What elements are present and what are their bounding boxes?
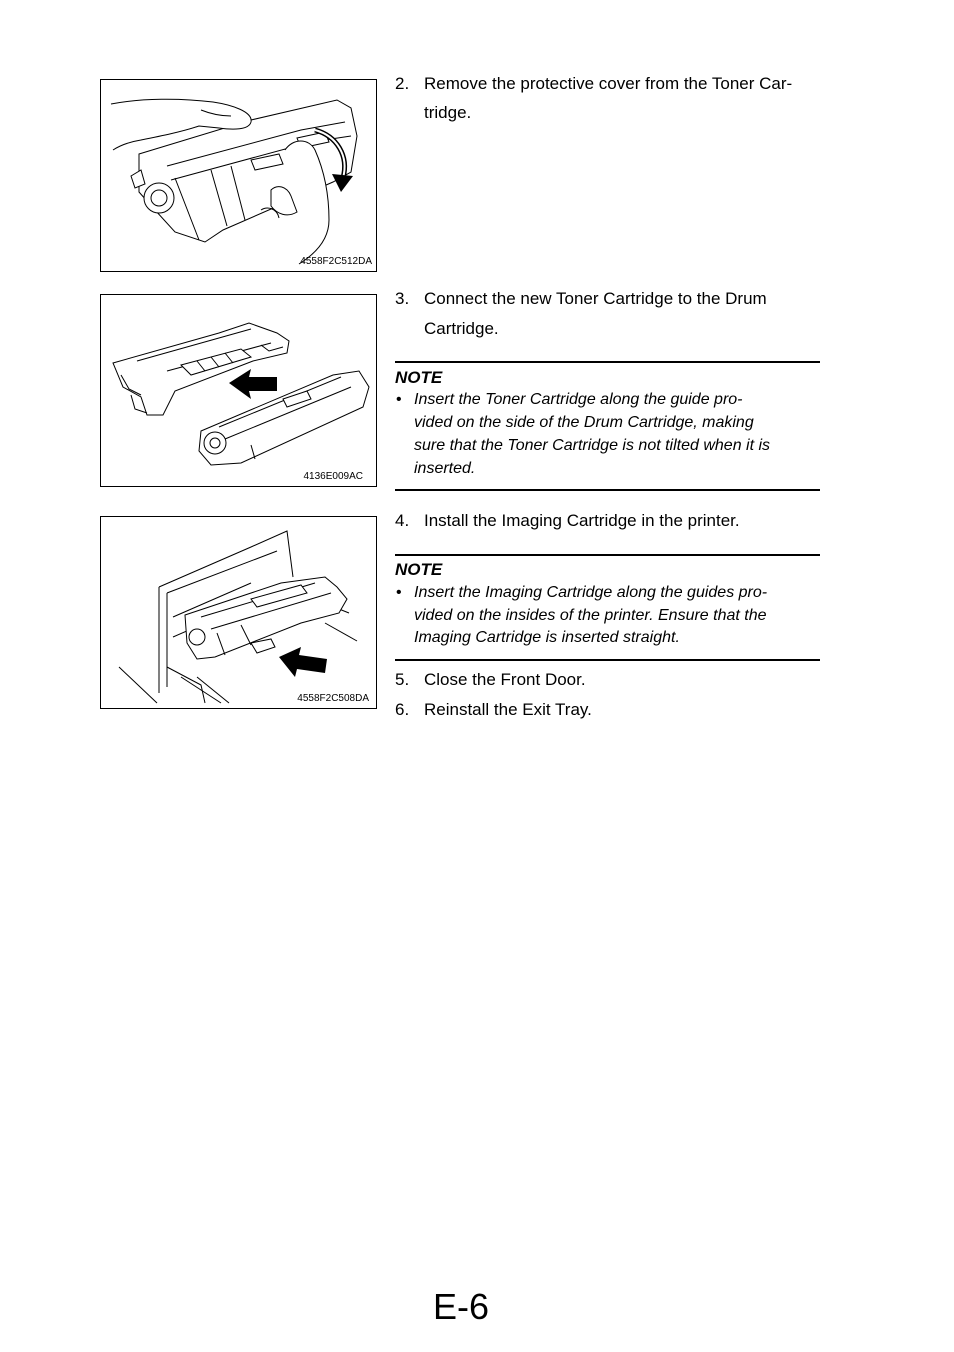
figure-connect-toner-to-drum [100,294,377,487]
note-bottom-rule [395,659,820,661]
step-text-line: Cartridge. [424,319,499,338]
toner-cartridge-drawing [199,371,369,465]
install-cartridge-illustration [101,517,376,708]
drum-cartridge-drawing [113,323,289,415]
note-top-rule [395,361,820,363]
note-text-line: inserted. [414,460,476,477]
note-bottom-rule [395,489,820,491]
step-text-line: Remove the protective cover from the Toner Car- [424,74,793,93]
figure-caption: 4558F2C508DA [297,693,369,704]
step-text-line: tridge. [424,103,472,122]
step-text-line: Close the Front Door. [424,670,586,689]
step-number: 6. [395,700,410,719]
step-number: 3. [395,289,410,308]
note-text-line: sure that the Toner Cartridge is not tilted when it is [414,437,771,454]
figure-caption: 4136E009AC [303,471,363,482]
figure-remove-protective-cover [100,79,377,272]
note-text-line: vided on the insides of the printer. Ensure that the [414,607,767,624]
note-text-line: Insert the Toner Cartridge along the guide pro- [414,391,743,408]
note-top-rule [395,554,820,556]
note-text-line: Imaging Cartridge is inserted straight. [414,629,680,646]
connect-cartridge-illustration [101,295,376,486]
bullet-icon: • [396,584,402,601]
step-text-line: Reinstall the Exit Tray. [424,700,592,719]
step-text-line: Install the Imaging Cartridge in the printer. [424,511,740,530]
insert-arrow-icon [229,369,277,399]
note-text-line: vided on the side of the Drum Cartridge, making [414,414,754,431]
note-text-line: Insert the Imaging Cartridge along the guides pro- [414,584,768,601]
step-text-line: Connect the new Toner Cartridge to the Drum [424,289,767,308]
step-number: 2. [395,74,410,93]
note-heading: NOTE [395,560,443,579]
note-heading: NOTE [395,368,443,387]
remove-cover-illustration [101,80,376,271]
insert-arrow-icon [279,647,327,677]
imaging-cartridge-drawing [185,577,347,659]
bullet-icon: • [396,391,402,408]
figure-caption: 4558F2C512DA [300,256,372,267]
step-number: 4. [395,511,410,530]
figure-install-imaging-cartridge [100,516,377,709]
step-number: 5. [395,670,410,689]
page-number: E-6 [433,1286,490,1327]
